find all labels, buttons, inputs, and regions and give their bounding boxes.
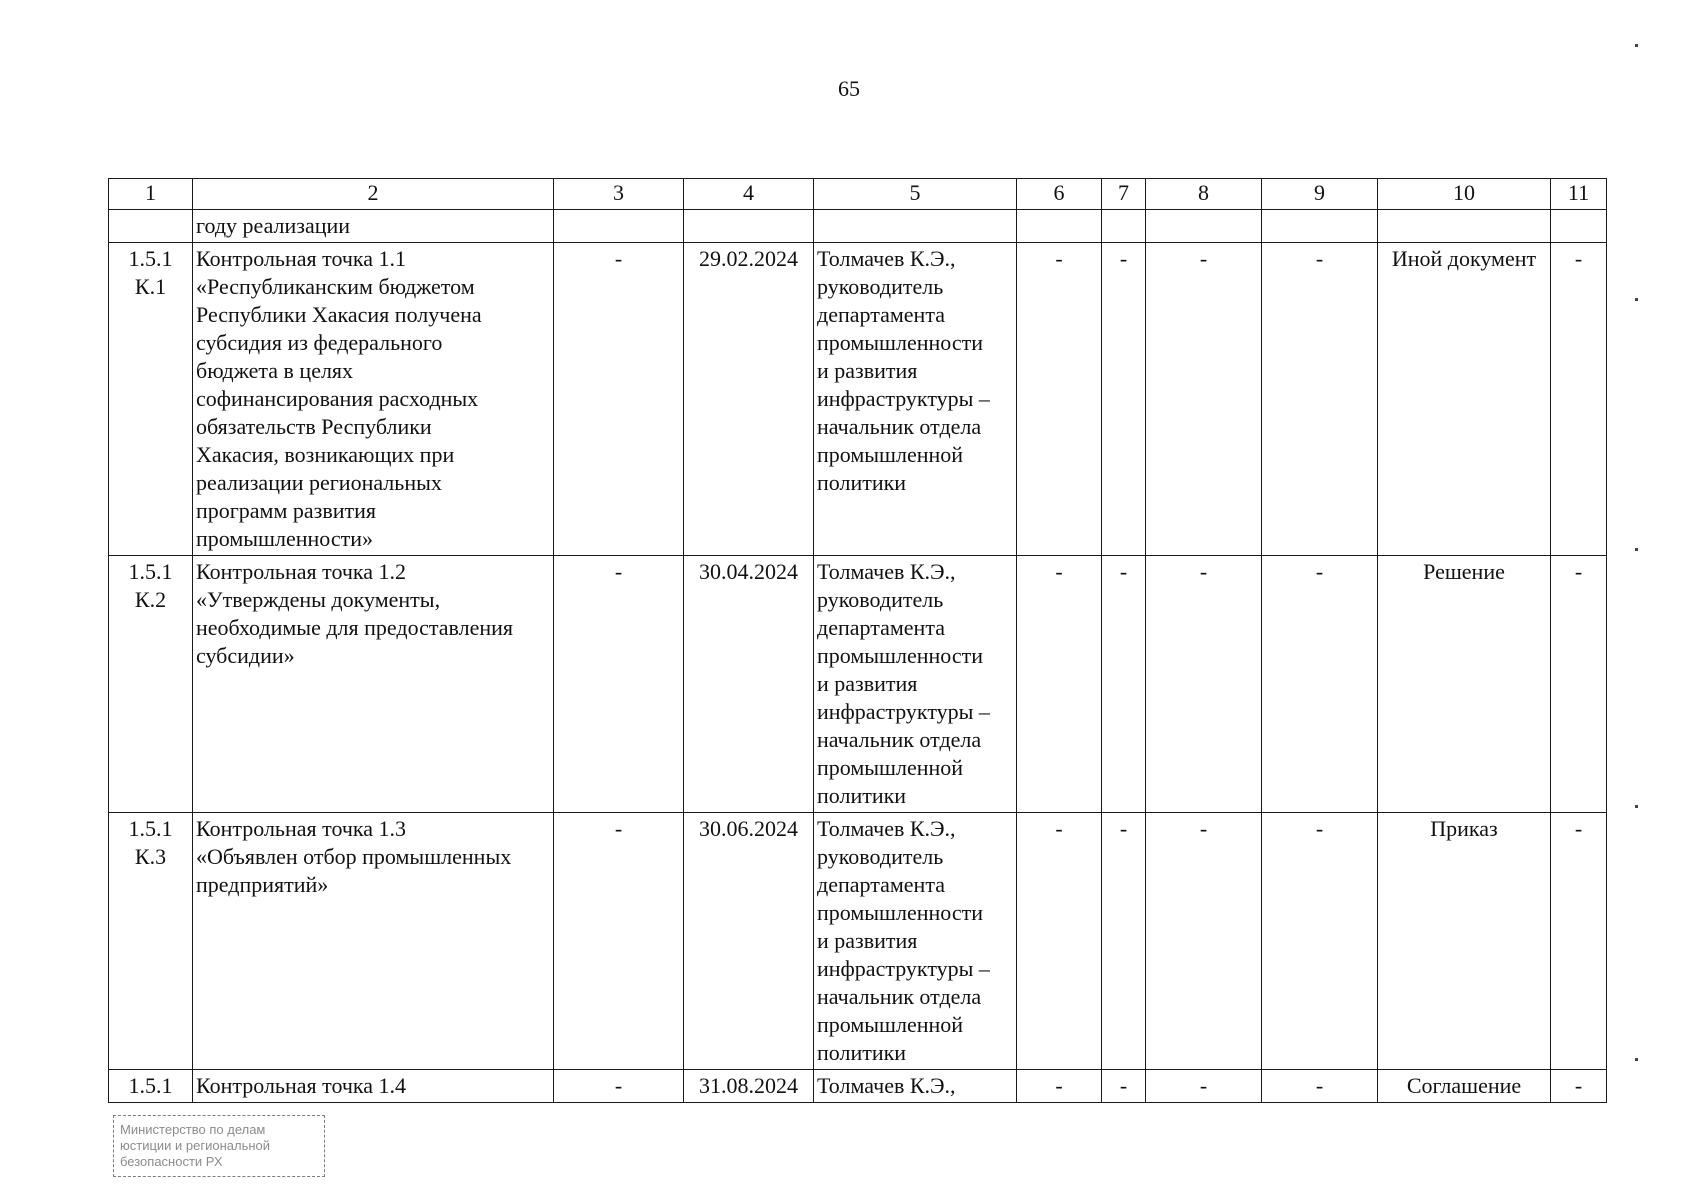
col7-value: -: [1102, 243, 1146, 556]
responsible-line: промышленной: [817, 755, 964, 780]
responsible-line: начальник отдела: [817, 727, 982, 752]
description-line: субсидии»: [196, 643, 295, 668]
control-point-row: [109, 813, 1607, 1070]
col11-value: -: [1551, 556, 1607, 813]
row-description: [193, 243, 554, 556]
header-cell: 10: [1378, 179, 1551, 210]
page-number: 65: [838, 76, 860, 101]
col3-value: -: [554, 243, 684, 556]
empty-cell: [1551, 210, 1607, 243]
description-line: Хакасия, возникающих при: [196, 442, 455, 467]
description-line: Контрольная точка 1.4: [196, 1073, 407, 1098]
col8-value: -: [1146, 1070, 1262, 1103]
description-line: программ развития: [196, 498, 377, 523]
scan-mark: [1635, 548, 1638, 551]
header-cell: 2: [193, 179, 554, 210]
responsible-line: Толмачев К.Э.,: [817, 559, 956, 584]
col6-value: -: [1017, 813, 1102, 1070]
header-cell: 9: [1262, 179, 1378, 210]
row-description: [193, 556, 554, 813]
responsible-line: промышленности: [817, 643, 983, 668]
control-point-row: [109, 1070, 1607, 1103]
empty-cell: [109, 210, 193, 243]
document-type: Соглашение: [1378, 1070, 1551, 1103]
control-point-row: [109, 243, 1607, 556]
description-line: Контрольная точка 1.1: [196, 246, 407, 271]
scan-mark: [1635, 805, 1638, 808]
row-code-line: 1.5.1: [128, 1073, 173, 1098]
col9-value: -: [1262, 556, 1378, 813]
responsible-line: инфраструктуры –: [817, 956, 990, 981]
responsible-line: и развития: [817, 358, 918, 383]
document-type: Решение: [1378, 556, 1551, 813]
header-cell: 11: [1551, 179, 1607, 210]
row-description: [193, 1070, 554, 1103]
empty-cell: [1378, 210, 1551, 243]
col6-value: -: [1017, 556, 1102, 813]
description-line: софинансирования расходных: [196, 386, 479, 411]
description-line: предприятий»: [196, 872, 329, 897]
col8-value: -: [1146, 243, 1262, 556]
col9-value: -: [1262, 813, 1378, 1070]
description-line: субсидия из федерального: [196, 330, 443, 355]
responsible-line: инфраструктуры –: [817, 699, 990, 724]
col11-value: -: [1551, 1070, 1607, 1103]
col3-value: -: [554, 813, 684, 1070]
empty-cell: [1017, 210, 1102, 243]
continuation-row: [109, 210, 1607, 243]
continuation-text: году реализации: [193, 210, 554, 243]
due-date: 29.02.2024: [684, 243, 814, 556]
stamp-line: Министерство по делам: [120, 1122, 266, 1137]
description-line: Контрольная точка 1.2: [196, 559, 407, 584]
stamp-line: безопасности РХ: [120, 1154, 223, 1169]
responsible-line: промышленной: [817, 442, 964, 467]
header-cell: 3: [554, 179, 684, 210]
responsible-line: Толмачев К.Э.,: [817, 246, 956, 271]
col6-value: -: [1017, 1070, 1102, 1103]
document-type: Приказ: [1378, 813, 1551, 1070]
responsible-line: Толмачев К.Э.,: [817, 1073, 956, 1098]
col3-value: -: [554, 1070, 684, 1103]
empty-cell: [814, 210, 1017, 243]
row-code: [109, 813, 193, 1070]
control-points-table: [108, 178, 1607, 1103]
header-cell: 8: [1146, 179, 1262, 210]
responsible-line: департамента: [817, 872, 945, 897]
description-line: Контрольная точка 1.3: [196, 816, 407, 841]
empty-cell: [684, 210, 814, 243]
responsible-line: руководитель: [817, 587, 944, 612]
table-body: [109, 179, 1607, 1103]
scan-mark: [1635, 1058, 1638, 1061]
responsible-line: начальник отдела: [817, 414, 982, 439]
responsible-line: департамента: [817, 615, 945, 640]
row-description: [193, 813, 554, 1070]
row-code-line: 1.5.1: [128, 559, 173, 584]
col7-value: -: [1102, 813, 1146, 1070]
col9-value: -: [1262, 1070, 1378, 1103]
empty-cell: [1102, 210, 1146, 243]
responsible-line: промышленности: [817, 330, 983, 355]
responsible-line: промышленной: [817, 1012, 964, 1037]
description-line: промышленности»: [196, 526, 373, 551]
row-code-line: 1.5.1: [128, 246, 173, 271]
header-cell: 7: [1102, 179, 1146, 210]
col7-value: -: [1102, 1070, 1146, 1103]
responsible-line: и развития: [817, 671, 918, 696]
document-type: Иной документ: [1378, 243, 1551, 556]
scan-mark: [1635, 298, 1638, 301]
col9-value: -: [1262, 243, 1378, 556]
description-line: Республики Хакасия получена: [196, 302, 482, 327]
col11-value: -: [1551, 243, 1607, 556]
col3-value: -: [554, 556, 684, 813]
row-code-line: К.3: [134, 844, 167, 869]
responsible-person: [814, 813, 1017, 1070]
header-row: [109, 179, 1607, 210]
responsible-line: руководитель: [817, 274, 944, 299]
due-date: 31.08.2024: [684, 1070, 814, 1103]
registration-stamp: [113, 1115, 325, 1177]
due-date: 30.04.2024: [684, 556, 814, 813]
col8-value: -: [1146, 556, 1262, 813]
responsible-line: и развития: [817, 928, 918, 953]
description-line: необходимые для предоставления: [196, 615, 514, 640]
header-cell: 6: [1017, 179, 1102, 210]
description-line: бюджета в целях: [196, 358, 354, 383]
responsible-line: руководитель: [817, 844, 944, 869]
col11-value: -: [1551, 813, 1607, 1070]
responsible-line: Толмачев К.Э.,: [817, 816, 956, 841]
responsible-line: политики: [817, 470, 907, 495]
empty-cell: [554, 210, 684, 243]
col7-value: -: [1102, 556, 1146, 813]
stamp-line: юстиции и региональной: [120, 1138, 271, 1153]
description-line: обязательств Республики: [196, 414, 432, 439]
row-code-line: К.1: [134, 274, 167, 299]
row-code-line: 1.5.1: [128, 816, 173, 841]
responsible-line: промышленности: [817, 900, 983, 925]
responsible-line: политики: [817, 1040, 907, 1065]
header-cell: 5: [814, 179, 1017, 210]
row-code: [109, 556, 193, 813]
empty-cell: [1146, 210, 1262, 243]
responsible-person: [814, 243, 1017, 556]
responsible-line: департамента: [817, 302, 945, 327]
description-line: «Объявлен отбор промышленных: [196, 844, 512, 869]
col6-value: -: [1017, 243, 1102, 556]
row-code: [109, 1070, 193, 1103]
description-line: «Республиканским бюджетом: [196, 274, 475, 299]
header-cell: 4: [684, 179, 814, 210]
control-point-row: [109, 556, 1607, 813]
description-line: «Утверждены документы,: [196, 587, 441, 612]
responsible-line: инфраструктуры –: [817, 386, 990, 411]
responsible-person: [814, 1070, 1017, 1103]
due-date: 30.06.2024: [684, 813, 814, 1070]
responsible-line: начальник отдела: [817, 984, 982, 1009]
responsible-line: политики: [817, 783, 907, 808]
header-cell: 1: [109, 179, 193, 210]
row-code-line: К.2: [134, 587, 167, 612]
responsible-person: [814, 556, 1017, 813]
scan-mark: [1635, 44, 1638, 47]
empty-cell: [1262, 210, 1378, 243]
description-line: реализации региональных: [196, 470, 442, 495]
row-code: [109, 243, 193, 556]
col8-value: -: [1146, 813, 1262, 1070]
